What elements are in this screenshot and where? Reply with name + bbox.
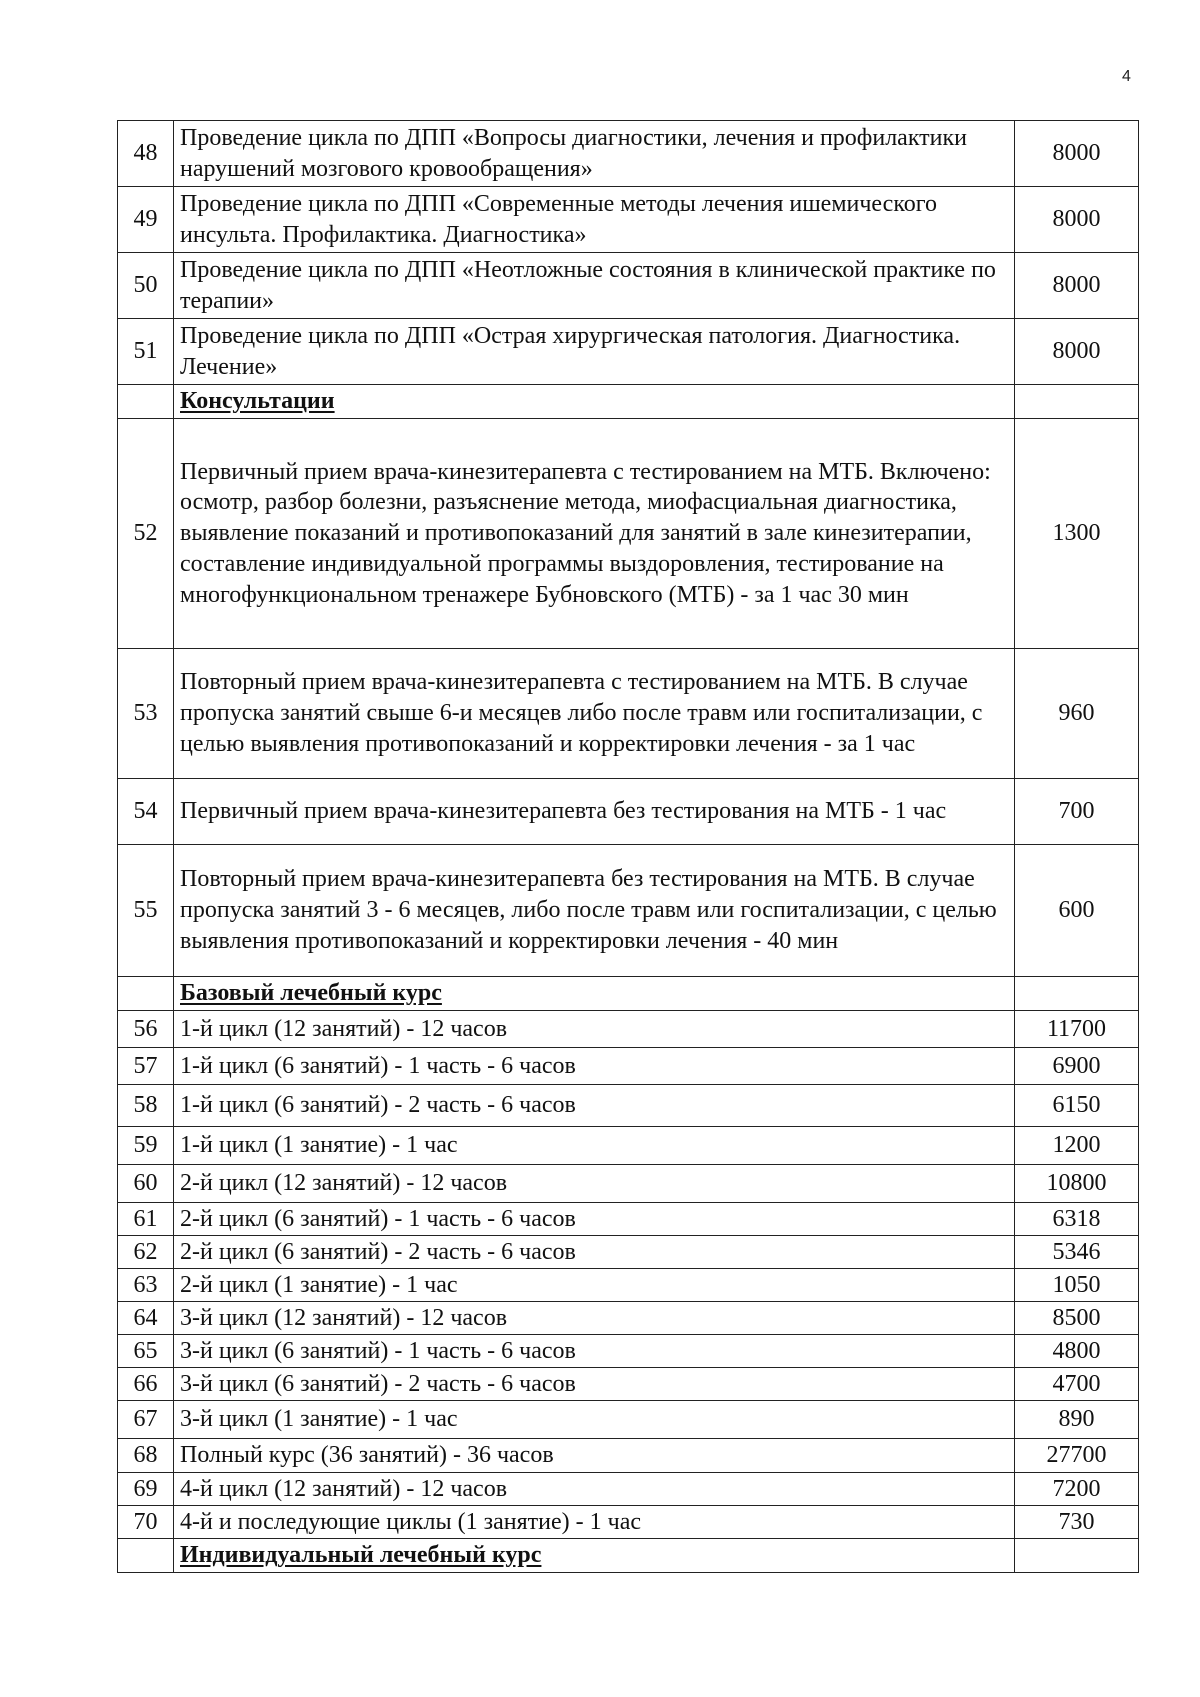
table-row — [118, 1302, 1139, 1335]
table-row — [118, 1401, 1139, 1439]
section-title: Индивидуальный лечебный курс — [174, 1539, 1015, 1573]
service-price: 8500 — [1015, 1302, 1139, 1335]
row-number: 62 — [118, 1236, 174, 1269]
service-price: 11700 — [1015, 1011, 1139, 1048]
service-name: 2-й цикл (6 занятий) - 1 часть - 6 часов — [174, 1203, 1015, 1236]
table-row — [118, 1011, 1139, 1048]
row-number: 56 — [118, 1011, 174, 1048]
price-table — [117, 120, 1139, 1573]
service-name: 4-й цикл (12 занятий) - 12 часов — [174, 1473, 1015, 1506]
service-price: 6318 — [1015, 1203, 1139, 1236]
service-price: 1300 — [1015, 419, 1139, 649]
table-row — [118, 253, 1139, 319]
table-row — [118, 1506, 1139, 1539]
service-name: 3-й цикл (1 занятие) - 1 час — [174, 1401, 1015, 1439]
table-row — [118, 1439, 1139, 1473]
table-row — [118, 1165, 1139, 1203]
row-number: 52 — [118, 419, 174, 649]
table-row — [118, 121, 1139, 187]
service-price: 4700 — [1015, 1368, 1139, 1401]
service-name: Полный курс (36 занятий) - 36 часов — [174, 1439, 1015, 1473]
service-name: 2-й цикл (6 занятий) - 2 часть - 6 часов — [174, 1236, 1015, 1269]
row-number: 64 — [118, 1302, 174, 1335]
section-row — [118, 977, 1139, 1011]
row-number: 60 — [118, 1165, 174, 1203]
service-price: 960 — [1015, 649, 1139, 779]
row-number — [118, 385, 174, 419]
service-price: 10800 — [1015, 1165, 1139, 1203]
row-number: 48 — [118, 121, 174, 187]
table-row — [118, 1269, 1139, 1302]
row-number: 61 — [118, 1203, 174, 1236]
service-name: 2-й цикл (12 занятий) - 12 часов — [174, 1165, 1015, 1203]
section-row — [118, 385, 1139, 419]
service-name: Первичный прием врача-кинезитерапевта без тестирования на МТБ - 1 час — [174, 779, 1015, 845]
row-number: 63 — [118, 1269, 174, 1302]
section-title: Базовый лечебный курс — [174, 977, 1015, 1011]
table-row — [118, 319, 1139, 385]
service-price: 1200 — [1015, 1127, 1139, 1165]
service-price: 7200 — [1015, 1473, 1139, 1506]
service-name: 4-й и последующие циклы (1 занятие) - 1 час — [174, 1506, 1015, 1539]
service-price: 600 — [1015, 845, 1139, 977]
service-price: 27700 — [1015, 1439, 1139, 1473]
row-number: 54 — [118, 779, 174, 845]
row-number: 55 — [118, 845, 174, 977]
row-number: 68 — [118, 1439, 174, 1473]
row-number: 58 — [118, 1085, 174, 1127]
service-price: 4800 — [1015, 1335, 1139, 1368]
table-row — [118, 1368, 1139, 1401]
table-row — [118, 845, 1139, 977]
price-table-body — [118, 121, 1139, 1573]
service-name: 3-й цикл (12 занятий) - 12 часов — [174, 1302, 1015, 1335]
row-number: 69 — [118, 1473, 174, 1506]
service-name: Проведение цикла по ДПП «Неотложные состояния в клинической практике по терапии» — [174, 253, 1015, 319]
service-name: 1-й цикл (12 занятий) - 12 часов — [174, 1011, 1015, 1048]
service-price: 8000 — [1015, 121, 1139, 187]
service-price — [1015, 977, 1139, 1011]
service-price: 8000 — [1015, 319, 1139, 385]
table-row — [118, 1127, 1139, 1165]
service-name: Проведение цикла по ДПП «Острая хирургическая патология. Диагностика. Лечение» — [174, 319, 1015, 385]
row-number: 59 — [118, 1127, 174, 1165]
service-name: Проведение цикла по ДПП «Современные методы лечения ишемического инсульта. Профилактика. Диагностика» — [174, 187, 1015, 253]
row-number: 67 — [118, 1401, 174, 1439]
service-price: 8000 — [1015, 187, 1139, 253]
row-number — [118, 1539, 174, 1573]
service-price: 890 — [1015, 1401, 1139, 1439]
section-title: Консультации — [174, 385, 1015, 419]
service-price: 730 — [1015, 1506, 1139, 1539]
table-row — [118, 1236, 1139, 1269]
service-price — [1015, 385, 1139, 419]
service-name: Проведение цикла по ДПП «Вопросы диагностики, лечения и профилактики нарушений мозгового кровообращения» — [174, 121, 1015, 187]
service-name: 3-й цикл (6 занятий) - 2 часть - 6 часов — [174, 1368, 1015, 1401]
row-number: 57 — [118, 1048, 174, 1085]
page-number: 4 — [1122, 68, 1131, 85]
service-name: 1-й цикл (1 занятие) - 1 час — [174, 1127, 1015, 1165]
service-name: Повторный прием врача-кинезитерапевта без тестирования на МТБ. В случае пропуска занятий 3 - 6 месяцев, либо после травм или госпитализации, с целью выявления противопоказаний и корректировки лечения - 40 мин — [174, 845, 1015, 977]
table-row — [118, 419, 1139, 649]
service-price: 700 — [1015, 779, 1139, 845]
table-row — [118, 649, 1139, 779]
table-row — [118, 1048, 1139, 1085]
service-price: 5346 — [1015, 1236, 1139, 1269]
row-number: 66 — [118, 1368, 174, 1401]
row-number: 49 — [118, 187, 174, 253]
service-price — [1015, 1539, 1139, 1573]
row-number: 70 — [118, 1506, 174, 1539]
row-number: 51 — [118, 319, 174, 385]
section-row — [118, 1539, 1139, 1573]
row-number: 50 — [118, 253, 174, 319]
service-price: 8000 — [1015, 253, 1139, 319]
service-price: 6150 — [1015, 1085, 1139, 1127]
table-row — [118, 1085, 1139, 1127]
service-name: Первичный прием врача-кинезитерапевта с тестированием на МТБ. Включено: осмотр, разбор болезни, разъяснение метода, миофасциальная диагностика, выявление показаний и противопоказаний для занятий в зале кинезитерапии, составление индивидуальной программы выздоровления, тестирование на многофункциональном тренажере Бубновского (МТБ) - за 1 час 30 мин — [174, 419, 1015, 649]
row-number — [118, 977, 174, 1011]
table-row — [118, 187, 1139, 253]
service-name: 1-й цикл (6 занятий) - 2 часть - 6 часов — [174, 1085, 1015, 1127]
service-name: 2-й цикл (1 занятие) - 1 час — [174, 1269, 1015, 1302]
row-number: 65 — [118, 1335, 174, 1368]
service-name: Повторный прием врача-кинезитерапевта с тестированием на МТБ. В случае пропуска занятий свыше 6-и месяцев либо после травм или госпитализации, с целью выявления противопоказаний и корректировки лечения - за 1 час — [174, 649, 1015, 779]
row-number: 53 — [118, 649, 174, 779]
service-name: 1-й цикл (6 занятий) - 1 часть - 6 часов — [174, 1048, 1015, 1085]
table-row — [118, 1473, 1139, 1506]
service-name: 3-й цикл (6 занятий) - 1 часть - 6 часов — [174, 1335, 1015, 1368]
service-price: 6900 — [1015, 1048, 1139, 1085]
table-row — [118, 779, 1139, 845]
table-row — [118, 1203, 1139, 1236]
service-price: 1050 — [1015, 1269, 1139, 1302]
table-row — [118, 1335, 1139, 1368]
